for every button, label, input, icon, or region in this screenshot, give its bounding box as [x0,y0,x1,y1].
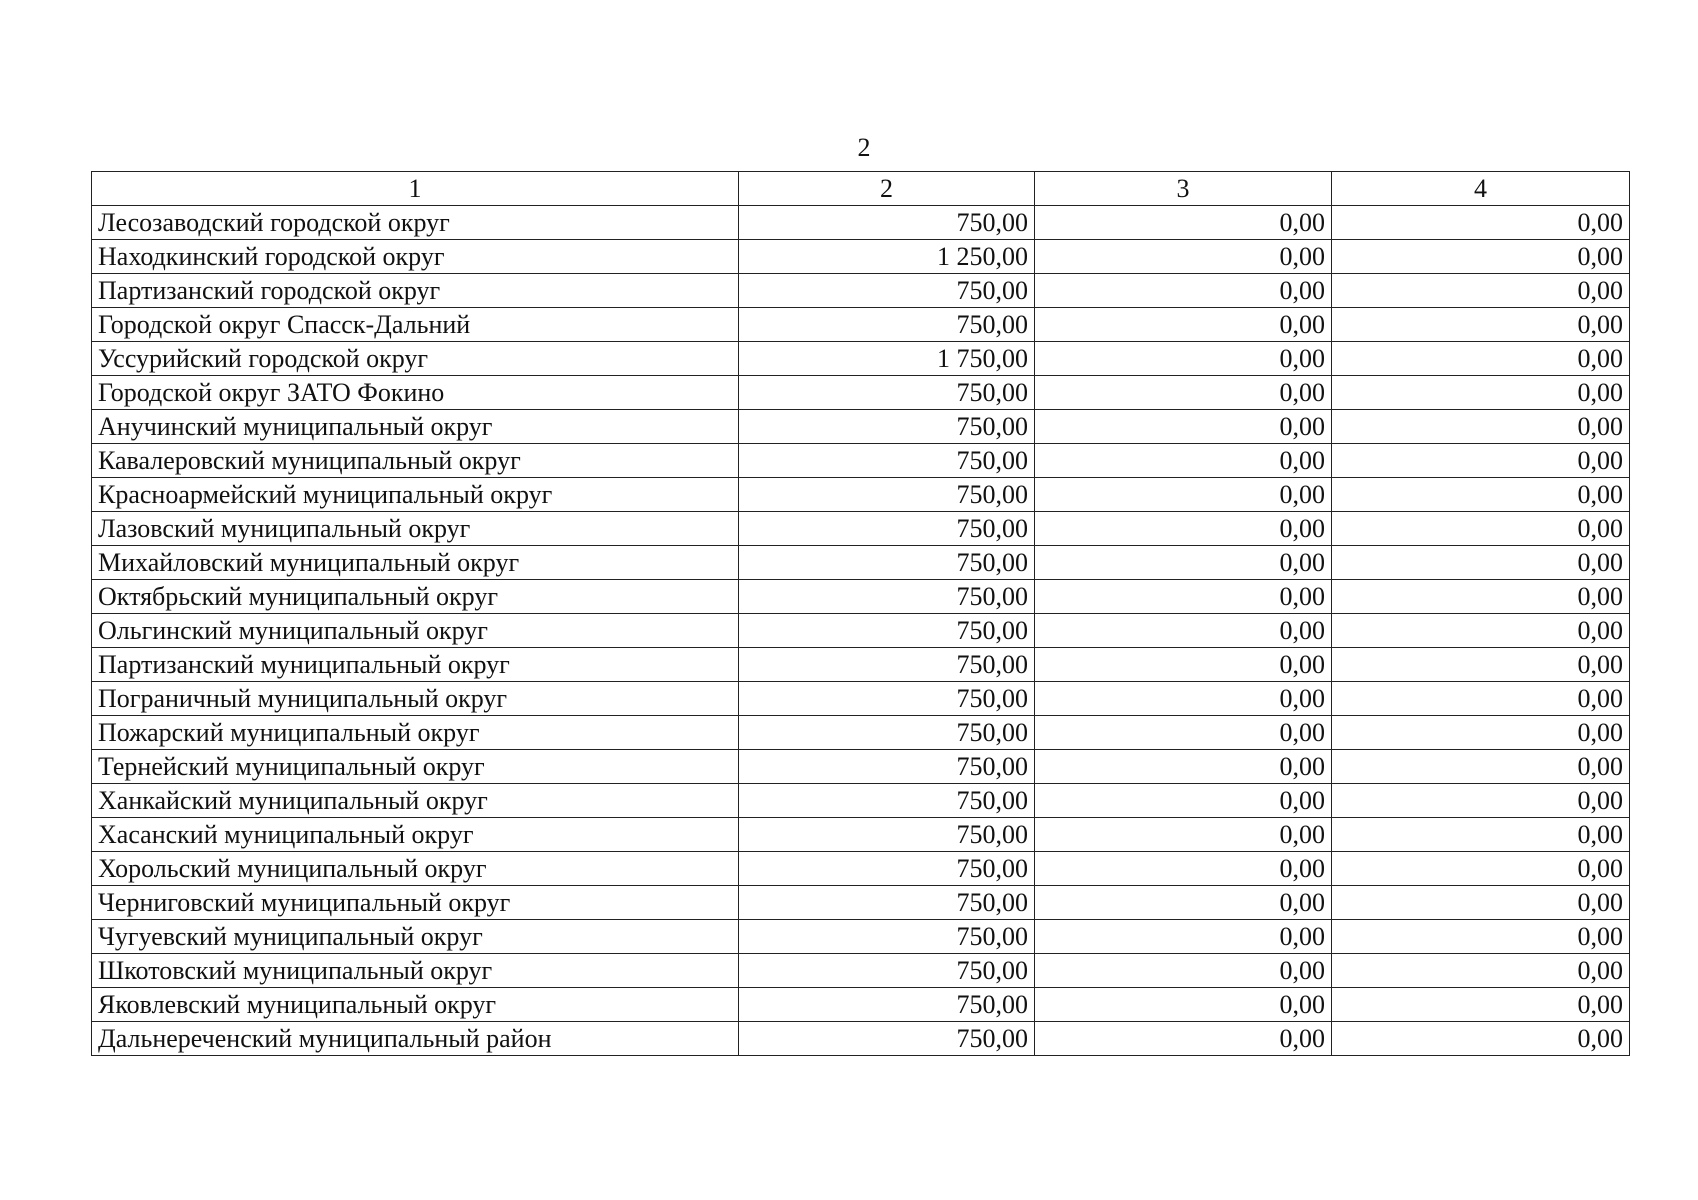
value-col-2: 1 750,00 [739,342,1035,376]
column-header-3: 3 [1035,172,1332,206]
value-col-3: 0,00 [1035,410,1332,444]
value-col-2: 750,00 [739,580,1035,614]
value-col-2: 750,00 [739,410,1035,444]
value-col-3: 0,00 [1035,240,1332,274]
value-col-3: 0,00 [1035,274,1332,308]
value-col-2: 750,00 [739,682,1035,716]
value-col-3: 0,00 [1035,988,1332,1022]
table-row [92,478,1630,512]
value-col-2: 750,00 [739,648,1035,682]
value-col-3: 0,00 [1035,308,1332,342]
value-col-4: 0,00 [1332,852,1630,886]
value-col-3: 0,00 [1035,648,1332,682]
value-col-4: 0,00 [1332,206,1630,240]
municipality-name: Партизанский муниципальный округ [92,648,739,682]
municipality-name: Черниговский муниципальный округ [92,886,739,920]
value-col-3: 0,00 [1035,206,1332,240]
value-col-3: 0,00 [1035,954,1332,988]
municipality-name: Ольгинский муниципальный округ [92,614,739,648]
value-col-4: 0,00 [1332,342,1630,376]
value-col-3: 0,00 [1035,1022,1332,1056]
value-col-4: 0,00 [1332,512,1630,546]
municipality-name: Находкинский городской округ [92,240,739,274]
value-col-2: 750,00 [739,308,1035,342]
value-col-4: 0,00 [1332,682,1630,716]
page-number: 2 [857,133,871,162]
table-body [92,206,1630,1056]
value-col-4: 0,00 [1332,580,1630,614]
value-col-3: 0,00 [1035,614,1332,648]
value-col-4: 0,00 [1332,886,1630,920]
municipality-name: Октябрьский муниципальный округ [92,580,739,614]
value-col-2: 750,00 [739,716,1035,750]
table-row [92,376,1630,410]
value-col-4: 0,00 [1332,274,1630,308]
municipality-name: Яковлевский муниципальный округ [92,988,739,1022]
table-row [92,274,1630,308]
column-header-1: 1 [92,172,739,206]
municipality-name: Пограничный муниципальный округ [92,682,739,716]
value-col-3: 0,00 [1035,478,1332,512]
value-col-4: 0,00 [1332,920,1630,954]
value-col-2: 750,00 [739,512,1035,546]
value-col-3: 0,00 [1035,886,1332,920]
column-header-2: 2 [739,172,1035,206]
value-col-2: 750,00 [739,1022,1035,1056]
value-col-2: 750,00 [739,852,1035,886]
value-col-4: 0,00 [1332,1022,1630,1056]
table-row [92,580,1630,614]
value-col-3: 0,00 [1035,580,1332,614]
value-col-3: 0,00 [1035,750,1332,784]
value-col-2: 1 250,00 [739,240,1035,274]
municipality-name: Городской округ ЗАТО Фокино [92,376,739,410]
value-col-3: 0,00 [1035,716,1332,750]
value-col-4: 0,00 [1332,444,1630,478]
value-col-4: 0,00 [1332,818,1630,852]
municipality-name: Анучинский муниципальный округ [92,410,739,444]
table-row [92,954,1630,988]
municipality-name: Пожарский муниципальный округ [92,716,739,750]
municipality-name: Шкотовский муниципальный округ [92,954,739,988]
value-col-4: 0,00 [1332,546,1630,580]
table-row [92,716,1630,750]
municipality-name: Чугуевский муниципальный округ [92,920,739,954]
table-row [92,614,1630,648]
value-col-2: 750,00 [739,750,1035,784]
value-col-4: 0,00 [1332,240,1630,274]
table-row [92,444,1630,478]
value-col-2: 750,00 [739,988,1035,1022]
table-row [92,886,1630,920]
value-col-4: 0,00 [1332,410,1630,444]
value-col-4: 0,00 [1332,784,1630,818]
table-row [92,852,1630,886]
value-col-4: 0,00 [1332,648,1630,682]
table-row [92,1022,1630,1056]
municipality-name: Михайловский муниципальный округ [92,546,739,580]
value-col-4: 0,00 [1332,716,1630,750]
table-row [92,784,1630,818]
table-row [92,342,1630,376]
municipality-name: Лазовский муниципальный округ [92,512,739,546]
value-col-2: 750,00 [739,954,1035,988]
value-col-3: 0,00 [1035,444,1332,478]
value-col-2: 750,00 [739,274,1035,308]
value-col-2: 750,00 [739,206,1035,240]
value-col-3: 0,00 [1035,546,1332,580]
municipality-name: Хорольский муниципальный округ [92,852,739,886]
value-col-4: 0,00 [1332,988,1630,1022]
value-col-3: 0,00 [1035,376,1332,410]
table-row [92,240,1630,274]
value-col-3: 0,00 [1035,920,1332,954]
value-col-2: 750,00 [739,546,1035,580]
value-col-2: 750,00 [739,784,1035,818]
municipality-name: Ханкайский муниципальный округ [92,784,739,818]
value-col-4: 0,00 [1332,308,1630,342]
value-col-2: 750,00 [739,376,1035,410]
table-row [92,308,1630,342]
value-col-2: 750,00 [739,920,1035,954]
value-col-2: 750,00 [739,886,1035,920]
value-col-4: 0,00 [1332,750,1630,784]
municipality-name: Городской округ Спасск-Дальний [92,308,739,342]
value-col-3: 0,00 [1035,784,1332,818]
municipality-name: Хасанский муниципальный округ [92,818,739,852]
value-col-4: 0,00 [1332,954,1630,988]
value-col-2: 750,00 [739,478,1035,512]
municipality-name: Красноармейский муниципальный округ [92,478,739,512]
table-row [92,818,1630,852]
value-col-3: 0,00 [1035,512,1332,546]
table-row [92,410,1630,444]
table-row [92,648,1630,682]
table-row [92,920,1630,954]
municipality-name: Кавалеровский муниципальный округ [92,444,739,478]
value-col-4: 0,00 [1332,614,1630,648]
value-col-2: 750,00 [739,818,1035,852]
table-row [92,682,1630,716]
municipality-name: Партизанский городской округ [92,274,739,308]
table-row [92,988,1630,1022]
value-col-2: 750,00 [739,614,1035,648]
municipality-name: Уссурийский городской округ [92,342,739,376]
table-row [92,750,1630,784]
value-col-4: 0,00 [1332,478,1630,512]
column-header-4: 4 [1332,172,1630,206]
value-col-2: 750,00 [739,444,1035,478]
value-col-3: 0,00 [1035,852,1332,886]
value-col-3: 0,00 [1035,342,1332,376]
header-row [92,172,1630,206]
table-row [92,546,1630,580]
table-row [92,206,1630,240]
municipality-name: Дальнереченский муниципальный район [92,1022,739,1056]
municipality-name: Тернейский муниципальный округ [92,750,739,784]
allocation-table [91,171,1630,1056]
table-row [92,512,1630,546]
value-col-3: 0,00 [1035,682,1332,716]
value-col-4: 0,00 [1332,376,1630,410]
municipality-name: Лесозаводский городской округ [92,206,739,240]
value-col-3: 0,00 [1035,818,1332,852]
